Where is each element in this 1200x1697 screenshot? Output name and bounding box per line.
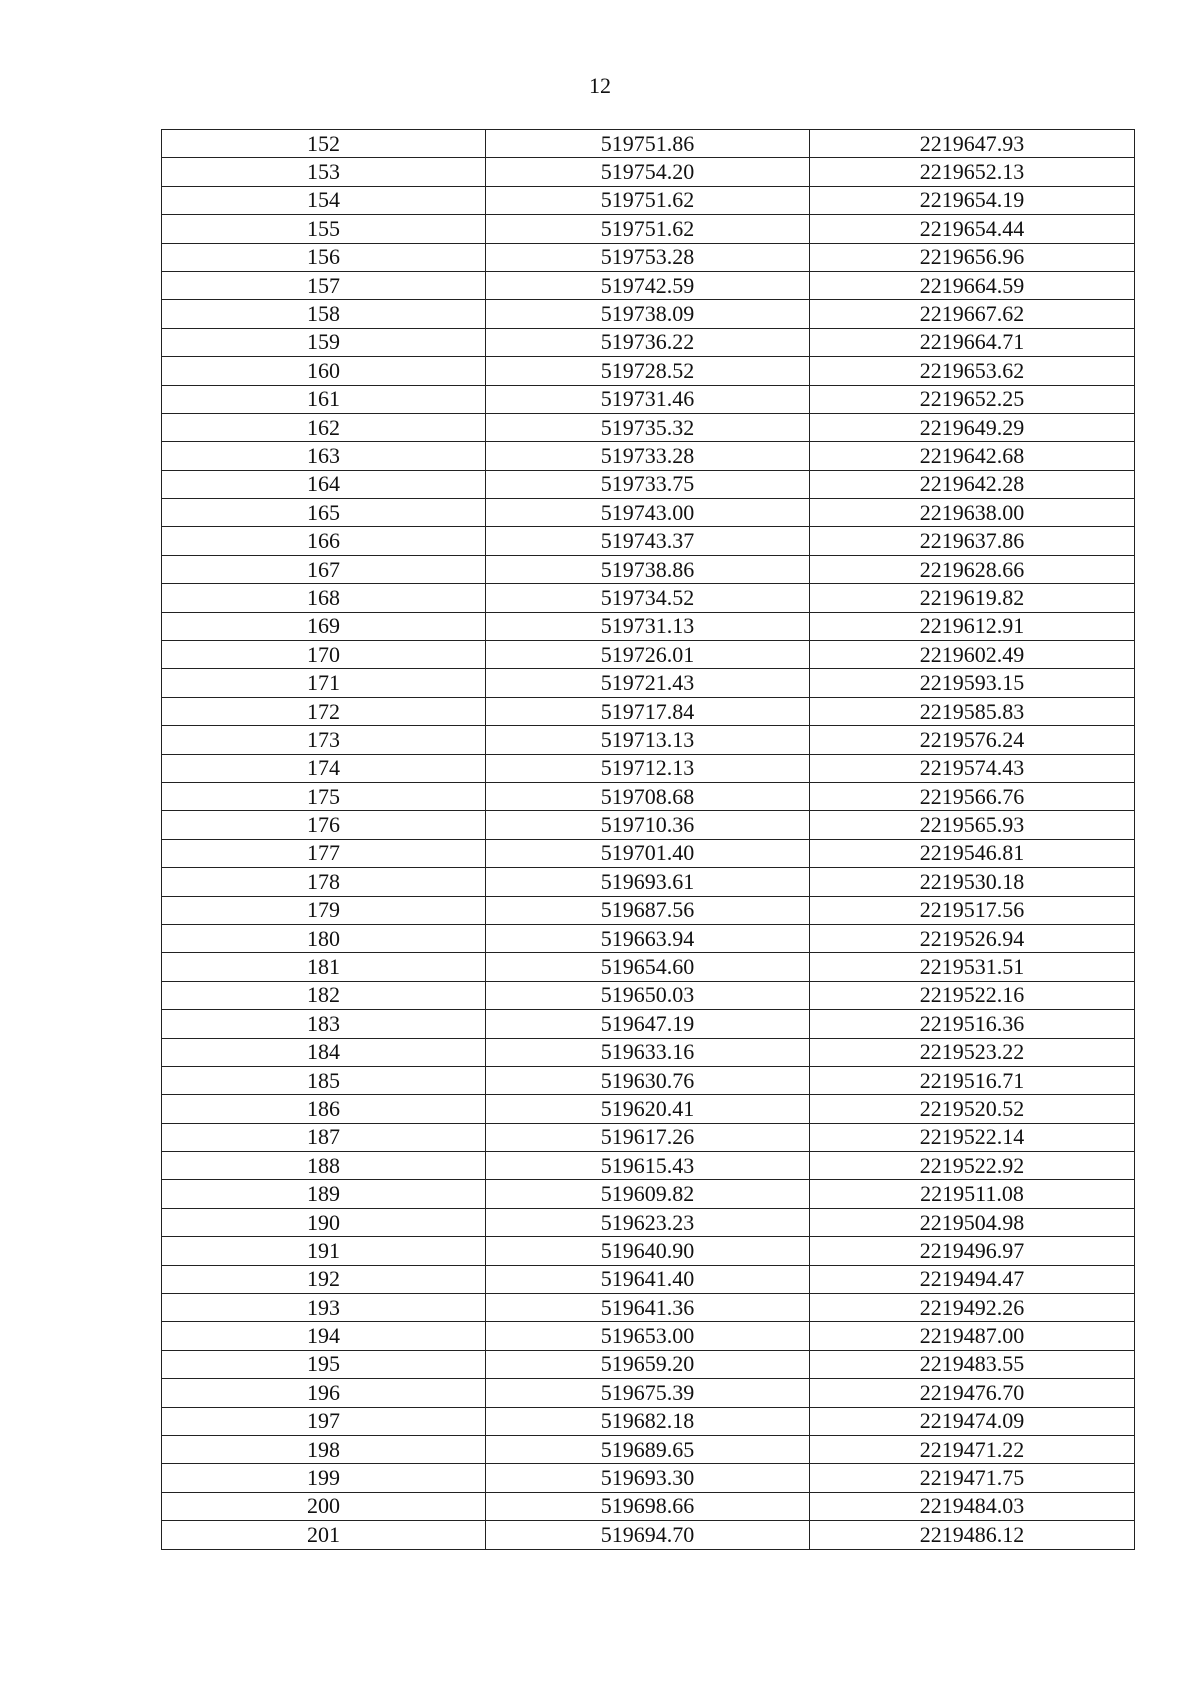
table-row bbox=[162, 1322, 1135, 1350]
y-coordinate-cell: 2219642.28 bbox=[810, 470, 1135, 498]
table-row bbox=[162, 697, 1135, 725]
x-coordinate-cell: 519728.52 bbox=[486, 357, 810, 385]
x-coordinate-cell: 519710.36 bbox=[486, 811, 810, 839]
y-coordinate-cell: 2219593.15 bbox=[810, 669, 1135, 697]
x-coordinate-cell: 519726.01 bbox=[486, 641, 810, 669]
table-row bbox=[162, 442, 1135, 470]
y-coordinate-cell: 2219476.70 bbox=[810, 1379, 1135, 1407]
x-coordinate-cell: 519731.46 bbox=[486, 385, 810, 413]
point-number-cell: 154 bbox=[162, 186, 486, 214]
table-row bbox=[162, 726, 1135, 754]
table-row bbox=[162, 1066, 1135, 1094]
x-coordinate-cell: 519743.37 bbox=[486, 527, 810, 555]
x-coordinate-cell: 519675.39 bbox=[486, 1379, 810, 1407]
table-row bbox=[162, 1010, 1135, 1038]
point-number-cell: 157 bbox=[162, 271, 486, 299]
point-number-cell: 161 bbox=[162, 385, 486, 413]
table-row bbox=[162, 1521, 1135, 1549]
x-coordinate-cell: 519735.32 bbox=[486, 413, 810, 441]
coordinates-table-body bbox=[162, 130, 1135, 1550]
table-row bbox=[162, 300, 1135, 328]
y-coordinate-cell: 2219574.43 bbox=[810, 754, 1135, 782]
table-row bbox=[162, 1350, 1135, 1378]
point-number-cell: 199 bbox=[162, 1464, 486, 1492]
y-coordinate-cell: 2219526.94 bbox=[810, 924, 1135, 952]
x-coordinate-cell: 519650.03 bbox=[486, 981, 810, 1009]
x-coordinate-cell: 519659.20 bbox=[486, 1350, 810, 1378]
table-row bbox=[162, 413, 1135, 441]
table-row bbox=[162, 1038, 1135, 1066]
point-number-cell: 194 bbox=[162, 1322, 486, 1350]
x-coordinate-cell: 519738.86 bbox=[486, 555, 810, 583]
y-coordinate-cell: 2219471.75 bbox=[810, 1464, 1135, 1492]
x-coordinate-cell: 519754.20 bbox=[486, 158, 810, 186]
point-number-cell: 176 bbox=[162, 811, 486, 839]
x-coordinate-cell: 519682.18 bbox=[486, 1407, 810, 1435]
x-coordinate-cell: 519633.16 bbox=[486, 1038, 810, 1066]
y-coordinate-cell: 2219516.36 bbox=[810, 1010, 1135, 1038]
y-coordinate-cell: 2219654.19 bbox=[810, 186, 1135, 214]
x-coordinate-cell: 519753.28 bbox=[486, 243, 810, 271]
y-coordinate-cell: 2219654.44 bbox=[810, 215, 1135, 243]
table-row bbox=[162, 555, 1135, 583]
y-coordinate-cell: 2219516.71 bbox=[810, 1066, 1135, 1094]
y-coordinate-cell: 2219486.12 bbox=[810, 1521, 1135, 1549]
point-number-cell: 188 bbox=[162, 1152, 486, 1180]
y-coordinate-cell: 2219565.93 bbox=[810, 811, 1135, 839]
point-number-cell: 187 bbox=[162, 1123, 486, 1151]
y-coordinate-cell: 2219522.16 bbox=[810, 981, 1135, 1009]
point-number-cell: 192 bbox=[162, 1265, 486, 1293]
y-coordinate-cell: 2219483.55 bbox=[810, 1350, 1135, 1378]
table-row bbox=[162, 839, 1135, 867]
y-coordinate-cell: 2219637.86 bbox=[810, 527, 1135, 555]
y-coordinate-cell: 2219612.91 bbox=[810, 612, 1135, 640]
point-number-cell: 179 bbox=[162, 896, 486, 924]
point-number-cell: 193 bbox=[162, 1294, 486, 1322]
point-number-cell: 181 bbox=[162, 953, 486, 981]
table-row bbox=[162, 641, 1135, 669]
point-number-cell: 198 bbox=[162, 1435, 486, 1463]
x-coordinate-cell: 519701.40 bbox=[486, 839, 810, 867]
point-number-cell: 162 bbox=[162, 413, 486, 441]
table-row bbox=[162, 357, 1135, 385]
table-row bbox=[162, 271, 1135, 299]
table-row bbox=[162, 385, 1135, 413]
table-row bbox=[162, 1237, 1135, 1265]
y-coordinate-cell: 2219664.59 bbox=[810, 271, 1135, 299]
x-coordinate-cell: 519738.09 bbox=[486, 300, 810, 328]
x-coordinate-cell: 519712.13 bbox=[486, 754, 810, 782]
y-coordinate-cell: 2219494.47 bbox=[810, 1265, 1135, 1293]
table-row bbox=[162, 896, 1135, 924]
x-coordinate-cell: 519654.60 bbox=[486, 953, 810, 981]
y-coordinate-cell: 2219511.08 bbox=[810, 1180, 1135, 1208]
x-coordinate-cell: 519733.28 bbox=[486, 442, 810, 470]
point-number-cell: 165 bbox=[162, 499, 486, 527]
y-coordinate-cell: 2219638.00 bbox=[810, 499, 1135, 527]
y-coordinate-cell: 2219523.22 bbox=[810, 1038, 1135, 1066]
y-coordinate-cell: 2219522.14 bbox=[810, 1123, 1135, 1151]
x-coordinate-cell: 519617.26 bbox=[486, 1123, 810, 1151]
table-row bbox=[162, 953, 1135, 981]
point-number-cell: 185 bbox=[162, 1066, 486, 1094]
point-number-cell: 191 bbox=[162, 1237, 486, 1265]
y-coordinate-cell: 2219647.93 bbox=[810, 130, 1135, 158]
point-number-cell: 156 bbox=[162, 243, 486, 271]
y-coordinate-cell: 2219492.26 bbox=[810, 1294, 1135, 1322]
coordinates-table bbox=[161, 129, 1135, 1550]
table-row bbox=[162, 328, 1135, 356]
table-row bbox=[162, 1152, 1135, 1180]
table-row bbox=[162, 1180, 1135, 1208]
x-coordinate-cell: 519743.00 bbox=[486, 499, 810, 527]
x-coordinate-cell: 519693.30 bbox=[486, 1464, 810, 1492]
point-number-cell: 184 bbox=[162, 1038, 486, 1066]
x-coordinate-cell: 519615.43 bbox=[486, 1152, 810, 1180]
y-coordinate-cell: 2219664.71 bbox=[810, 328, 1135, 356]
point-number-cell: 195 bbox=[162, 1350, 486, 1378]
table-row bbox=[162, 1492, 1135, 1520]
y-coordinate-cell: 2219642.68 bbox=[810, 442, 1135, 470]
table-row bbox=[162, 215, 1135, 243]
point-number-cell: 152 bbox=[162, 130, 486, 158]
x-coordinate-cell: 519647.19 bbox=[486, 1010, 810, 1038]
table-row bbox=[162, 1265, 1135, 1293]
y-coordinate-cell: 2219471.22 bbox=[810, 1435, 1135, 1463]
x-coordinate-cell: 519734.52 bbox=[486, 584, 810, 612]
table-row bbox=[162, 1379, 1135, 1407]
x-coordinate-cell: 519751.62 bbox=[486, 186, 810, 214]
y-coordinate-cell: 2219530.18 bbox=[810, 868, 1135, 896]
x-coordinate-cell: 519733.75 bbox=[486, 470, 810, 498]
point-number-cell: 169 bbox=[162, 612, 486, 640]
y-coordinate-cell: 2219628.66 bbox=[810, 555, 1135, 583]
point-number-cell: 168 bbox=[162, 584, 486, 612]
x-coordinate-cell: 519653.00 bbox=[486, 1322, 810, 1350]
table-row bbox=[162, 924, 1135, 952]
table-row bbox=[162, 612, 1135, 640]
y-coordinate-cell: 2219566.76 bbox=[810, 782, 1135, 810]
y-coordinate-cell: 2219546.81 bbox=[810, 839, 1135, 867]
table-row bbox=[162, 754, 1135, 782]
x-coordinate-cell: 519641.40 bbox=[486, 1265, 810, 1293]
table-row bbox=[162, 1123, 1135, 1151]
table-row bbox=[162, 1435, 1135, 1463]
y-coordinate-cell: 2219531.51 bbox=[810, 953, 1135, 981]
x-coordinate-cell: 519641.36 bbox=[486, 1294, 810, 1322]
point-number-cell: 189 bbox=[162, 1180, 486, 1208]
table-row bbox=[162, 782, 1135, 810]
table-row bbox=[162, 868, 1135, 896]
x-coordinate-cell: 519640.90 bbox=[486, 1237, 810, 1265]
point-number-cell: 196 bbox=[162, 1379, 486, 1407]
page-number: 12 bbox=[589, 73, 611, 98]
table-row bbox=[162, 1208, 1135, 1236]
table-row bbox=[162, 186, 1135, 214]
y-coordinate-cell: 2219656.96 bbox=[810, 243, 1135, 271]
point-number-cell: 171 bbox=[162, 669, 486, 697]
y-coordinate-cell: 2219667.62 bbox=[810, 300, 1135, 328]
x-coordinate-cell: 519713.13 bbox=[486, 726, 810, 754]
x-coordinate-cell: 519742.59 bbox=[486, 271, 810, 299]
point-number-cell: 166 bbox=[162, 527, 486, 555]
point-number-cell: 158 bbox=[162, 300, 486, 328]
table-row bbox=[162, 499, 1135, 527]
point-number-cell: 167 bbox=[162, 555, 486, 583]
x-coordinate-cell: 519736.22 bbox=[486, 328, 810, 356]
table-row bbox=[162, 669, 1135, 697]
y-coordinate-cell: 2219576.24 bbox=[810, 726, 1135, 754]
point-number-cell: 182 bbox=[162, 981, 486, 1009]
point-number-cell: 190 bbox=[162, 1208, 486, 1236]
point-number-cell: 201 bbox=[162, 1521, 486, 1549]
table-row bbox=[162, 158, 1135, 186]
y-coordinate-cell: 2219653.62 bbox=[810, 357, 1135, 385]
table-row bbox=[162, 584, 1135, 612]
x-coordinate-cell: 519694.70 bbox=[486, 1521, 810, 1549]
x-coordinate-cell: 519693.61 bbox=[486, 868, 810, 896]
point-number-cell: 183 bbox=[162, 1010, 486, 1038]
table-row bbox=[162, 981, 1135, 1009]
table-row bbox=[162, 811, 1135, 839]
y-coordinate-cell: 2219474.09 bbox=[810, 1407, 1135, 1435]
x-coordinate-cell: 519663.94 bbox=[486, 924, 810, 952]
y-coordinate-cell: 2219496.97 bbox=[810, 1237, 1135, 1265]
y-coordinate-cell: 2219652.25 bbox=[810, 385, 1135, 413]
y-coordinate-cell: 2219585.83 bbox=[810, 697, 1135, 725]
point-number-cell: 177 bbox=[162, 839, 486, 867]
point-number-cell: 173 bbox=[162, 726, 486, 754]
x-coordinate-cell: 519620.41 bbox=[486, 1095, 810, 1123]
x-coordinate-cell: 519630.76 bbox=[486, 1066, 810, 1094]
y-coordinate-cell: 2219484.03 bbox=[810, 1492, 1135, 1520]
table-row bbox=[162, 527, 1135, 555]
point-number-cell: 197 bbox=[162, 1407, 486, 1435]
point-number-cell: 200 bbox=[162, 1492, 486, 1520]
x-coordinate-cell: 519731.13 bbox=[486, 612, 810, 640]
x-coordinate-cell: 519751.86 bbox=[486, 130, 810, 158]
x-coordinate-cell: 519609.82 bbox=[486, 1180, 810, 1208]
point-number-cell: 186 bbox=[162, 1095, 486, 1123]
y-coordinate-cell: 2219520.52 bbox=[810, 1095, 1135, 1123]
point-number-cell: 160 bbox=[162, 357, 486, 385]
point-number-cell: 155 bbox=[162, 215, 486, 243]
x-coordinate-cell: 519623.23 bbox=[486, 1208, 810, 1236]
point-number-cell: 175 bbox=[162, 782, 486, 810]
table-row bbox=[162, 1095, 1135, 1123]
point-number-cell: 163 bbox=[162, 442, 486, 470]
x-coordinate-cell: 519751.62 bbox=[486, 215, 810, 243]
x-coordinate-cell: 519717.84 bbox=[486, 697, 810, 725]
y-coordinate-cell: 2219504.98 bbox=[810, 1208, 1135, 1236]
table-row bbox=[162, 1294, 1135, 1322]
point-number-cell: 180 bbox=[162, 924, 486, 952]
point-number-cell: 174 bbox=[162, 754, 486, 782]
y-coordinate-cell: 2219619.82 bbox=[810, 584, 1135, 612]
y-coordinate-cell: 2219517.56 bbox=[810, 896, 1135, 924]
table-row bbox=[162, 1464, 1135, 1492]
y-coordinate-cell: 2219649.29 bbox=[810, 413, 1135, 441]
y-coordinate-cell: 2219652.13 bbox=[810, 158, 1135, 186]
x-coordinate-cell: 519721.43 bbox=[486, 669, 810, 697]
point-number-cell: 172 bbox=[162, 697, 486, 725]
point-number-cell: 159 bbox=[162, 328, 486, 356]
y-coordinate-cell: 2219487.00 bbox=[810, 1322, 1135, 1350]
y-coordinate-cell: 2219602.49 bbox=[810, 641, 1135, 669]
point-number-cell: 164 bbox=[162, 470, 486, 498]
point-number-cell: 153 bbox=[162, 158, 486, 186]
table-row bbox=[162, 1407, 1135, 1435]
x-coordinate-cell: 519698.66 bbox=[486, 1492, 810, 1520]
y-coordinate-cell: 2219522.92 bbox=[810, 1152, 1135, 1180]
point-number-cell: 178 bbox=[162, 868, 486, 896]
x-coordinate-cell: 519708.68 bbox=[486, 782, 810, 810]
table-row bbox=[162, 130, 1135, 158]
point-number-cell: 170 bbox=[162, 641, 486, 669]
x-coordinate-cell: 519689.65 bbox=[486, 1435, 810, 1463]
x-coordinate-cell: 519687.56 bbox=[486, 896, 810, 924]
table-row bbox=[162, 243, 1135, 271]
table-row bbox=[162, 470, 1135, 498]
